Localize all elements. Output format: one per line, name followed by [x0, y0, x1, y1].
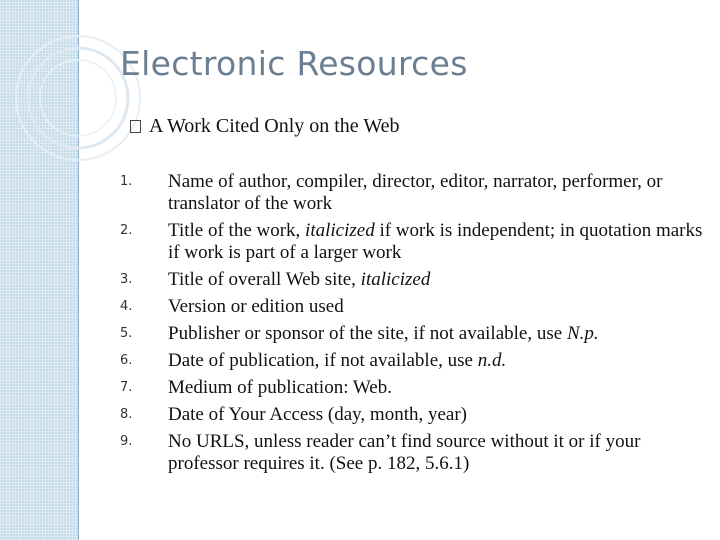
- list-item-number: 2.: [120, 223, 133, 238]
- text-run: Date of Your Access (day, month, year): [168, 404, 467, 425]
- text-run: Version or edition used: [168, 296, 344, 317]
- list-item-number: 5.: [120, 326, 133, 341]
- list-item-text: [168, 404, 710, 426]
- list-item-number: 7.: [120, 380, 133, 395]
- list-item: [120, 377, 710, 399]
- text-run: if work is independent; in quotation marks if work is part of a larger work: [168, 220, 703, 263]
- list-item: [120, 171, 710, 215]
- text-run: Medium of publication: Web.: [168, 377, 392, 398]
- text-run: Title of overall Web site,: [168, 269, 361, 290]
- list-item-text: [168, 377, 710, 399]
- list-item-text: [168, 171, 710, 215]
- list-item-text: [168, 431, 710, 475]
- list-item: [120, 431, 710, 475]
- italic-text: n.d.: [477, 350, 507, 371]
- list-item-text: [168, 220, 710, 264]
- list-item: [120, 220, 710, 264]
- text-run: Title of the work,: [168, 220, 306, 241]
- list-item-text: [168, 296, 710, 318]
- list-item-text: [168, 269, 710, 291]
- list-item-number: 1.: [120, 174, 133, 189]
- text-run: No URLS, unless reader can’t find source without it or if your professor requires it. (See p. 182, 5.6.1): [168, 431, 641, 474]
- list-item-number: 9.: [120, 434, 133, 449]
- decorative-circles: [0, 0, 200, 200]
- text-run: Name of author, compiler, director, editor, narrator, performer, or translator of the work: [168, 171, 663, 214]
- subheading: [130, 115, 399, 138]
- list-item-number: 6.: [120, 353, 133, 368]
- list-item-number: 4.: [120, 299, 133, 314]
- text-run: Publisher or sponsor of the site, if not available, use: [168, 323, 567, 344]
- italic-text: N.p.: [566, 323, 599, 344]
- list-item: [120, 323, 710, 345]
- slide-title: Electronic Resources: [120, 44, 468, 83]
- italic-text: italicized: [360, 269, 431, 290]
- list-item-number: 8.: [120, 407, 133, 422]
- list-item: [120, 296, 710, 318]
- list-item: [120, 269, 710, 291]
- list-item: [120, 350, 710, 372]
- list-item-text: [168, 323, 710, 345]
- square-bullet-icon: [130, 120, 141, 133]
- numbered-list: [120, 171, 710, 480]
- list-item-text: [168, 350, 710, 372]
- list-item: [120, 404, 710, 426]
- subheading-text: A Work Cited Only on the Web: [149, 115, 400, 137]
- text-run: Date of publication, if not available, use: [168, 350, 478, 371]
- italic-text: italicized: [305, 220, 375, 241]
- list-item-number: 3.: [120, 272, 133, 287]
